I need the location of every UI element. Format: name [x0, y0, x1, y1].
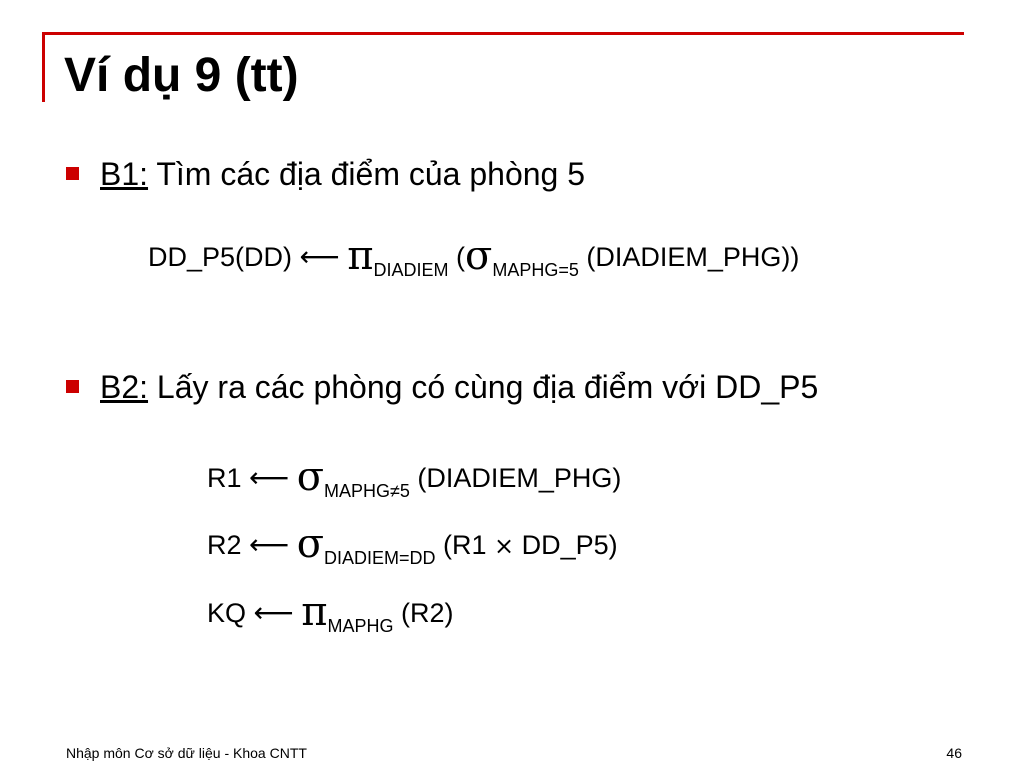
projection-symbol: π: [347, 233, 374, 279]
assign-arrow-icon: ⟵: [249, 528, 290, 561]
selection-symbol: σ: [465, 233, 493, 279]
assign-arrow-icon: ⟵: [253, 596, 294, 629]
step-1-label: B1:: [100, 156, 149, 192]
formula-rest: (DIADIEM_PHG)): [578, 242, 800, 272]
assign-arrow-icon: ⟵: [249, 461, 290, 494]
step-2-text: [100, 367, 818, 407]
formula-rest-b: DD_P5): [514, 530, 618, 560]
formula-open-paren: (: [448, 242, 466, 272]
step-2-label: B2:: [100, 369, 149, 405]
footer-page-number: 46: [946, 745, 962, 761]
step-1-text: [100, 154, 585, 194]
bullet-square-icon: [66, 167, 79, 180]
footer-course-name: Nhập môn Cơ sở dữ liệu - Khoa CNTT: [66, 745, 307, 761]
cartesian-product-icon: ×: [494, 532, 515, 560]
selection-subscript: MAPHG=5: [492, 260, 579, 280]
formula-rest: (R2): [393, 598, 454, 628]
formula-lhs: DD_P5(DD): [148, 242, 293, 272]
projection-symbol: π: [301, 589, 328, 635]
selection-symbol: σ: [296, 521, 324, 567]
formula-lhs: R1: [207, 463, 242, 493]
formula-rest-a: (R1: [435, 530, 495, 560]
formula-rest: (DIADIEM_PHG): [409, 463, 622, 493]
title-frame-left-line: [42, 32, 45, 102]
formula-lhs: KQ: [207, 598, 247, 628]
bullet-square-icon: [66, 380, 79, 393]
selection-symbol: σ: [296, 454, 324, 500]
projection-subscript: MAPHG: [327, 616, 394, 636]
selection-subscript: DIADIEM=DD: [324, 548, 436, 568]
assign-arrow-icon: ⟵: [299, 240, 340, 273]
formula-dd-p5: [148, 233, 800, 280]
selection-subscript: MAPHG≠5: [324, 481, 410, 501]
step-1-description: Tìm các địa điểm của phòng 5: [148, 156, 586, 192]
formula-r1: [207, 454, 622, 501]
title-frame-top-line: [42, 32, 964, 35]
formula-r2: [207, 521, 618, 568]
formula-lhs: R2: [207, 530, 242, 560]
slide-title: Ví dụ 9 (tt): [64, 49, 299, 102]
formula-kq: [207, 589, 454, 636]
step-2-description: Lấy ra các phòng có cùng địa điểm với DD_P5: [148, 369, 819, 405]
projection-subscript: DIADIEM: [373, 260, 449, 280]
